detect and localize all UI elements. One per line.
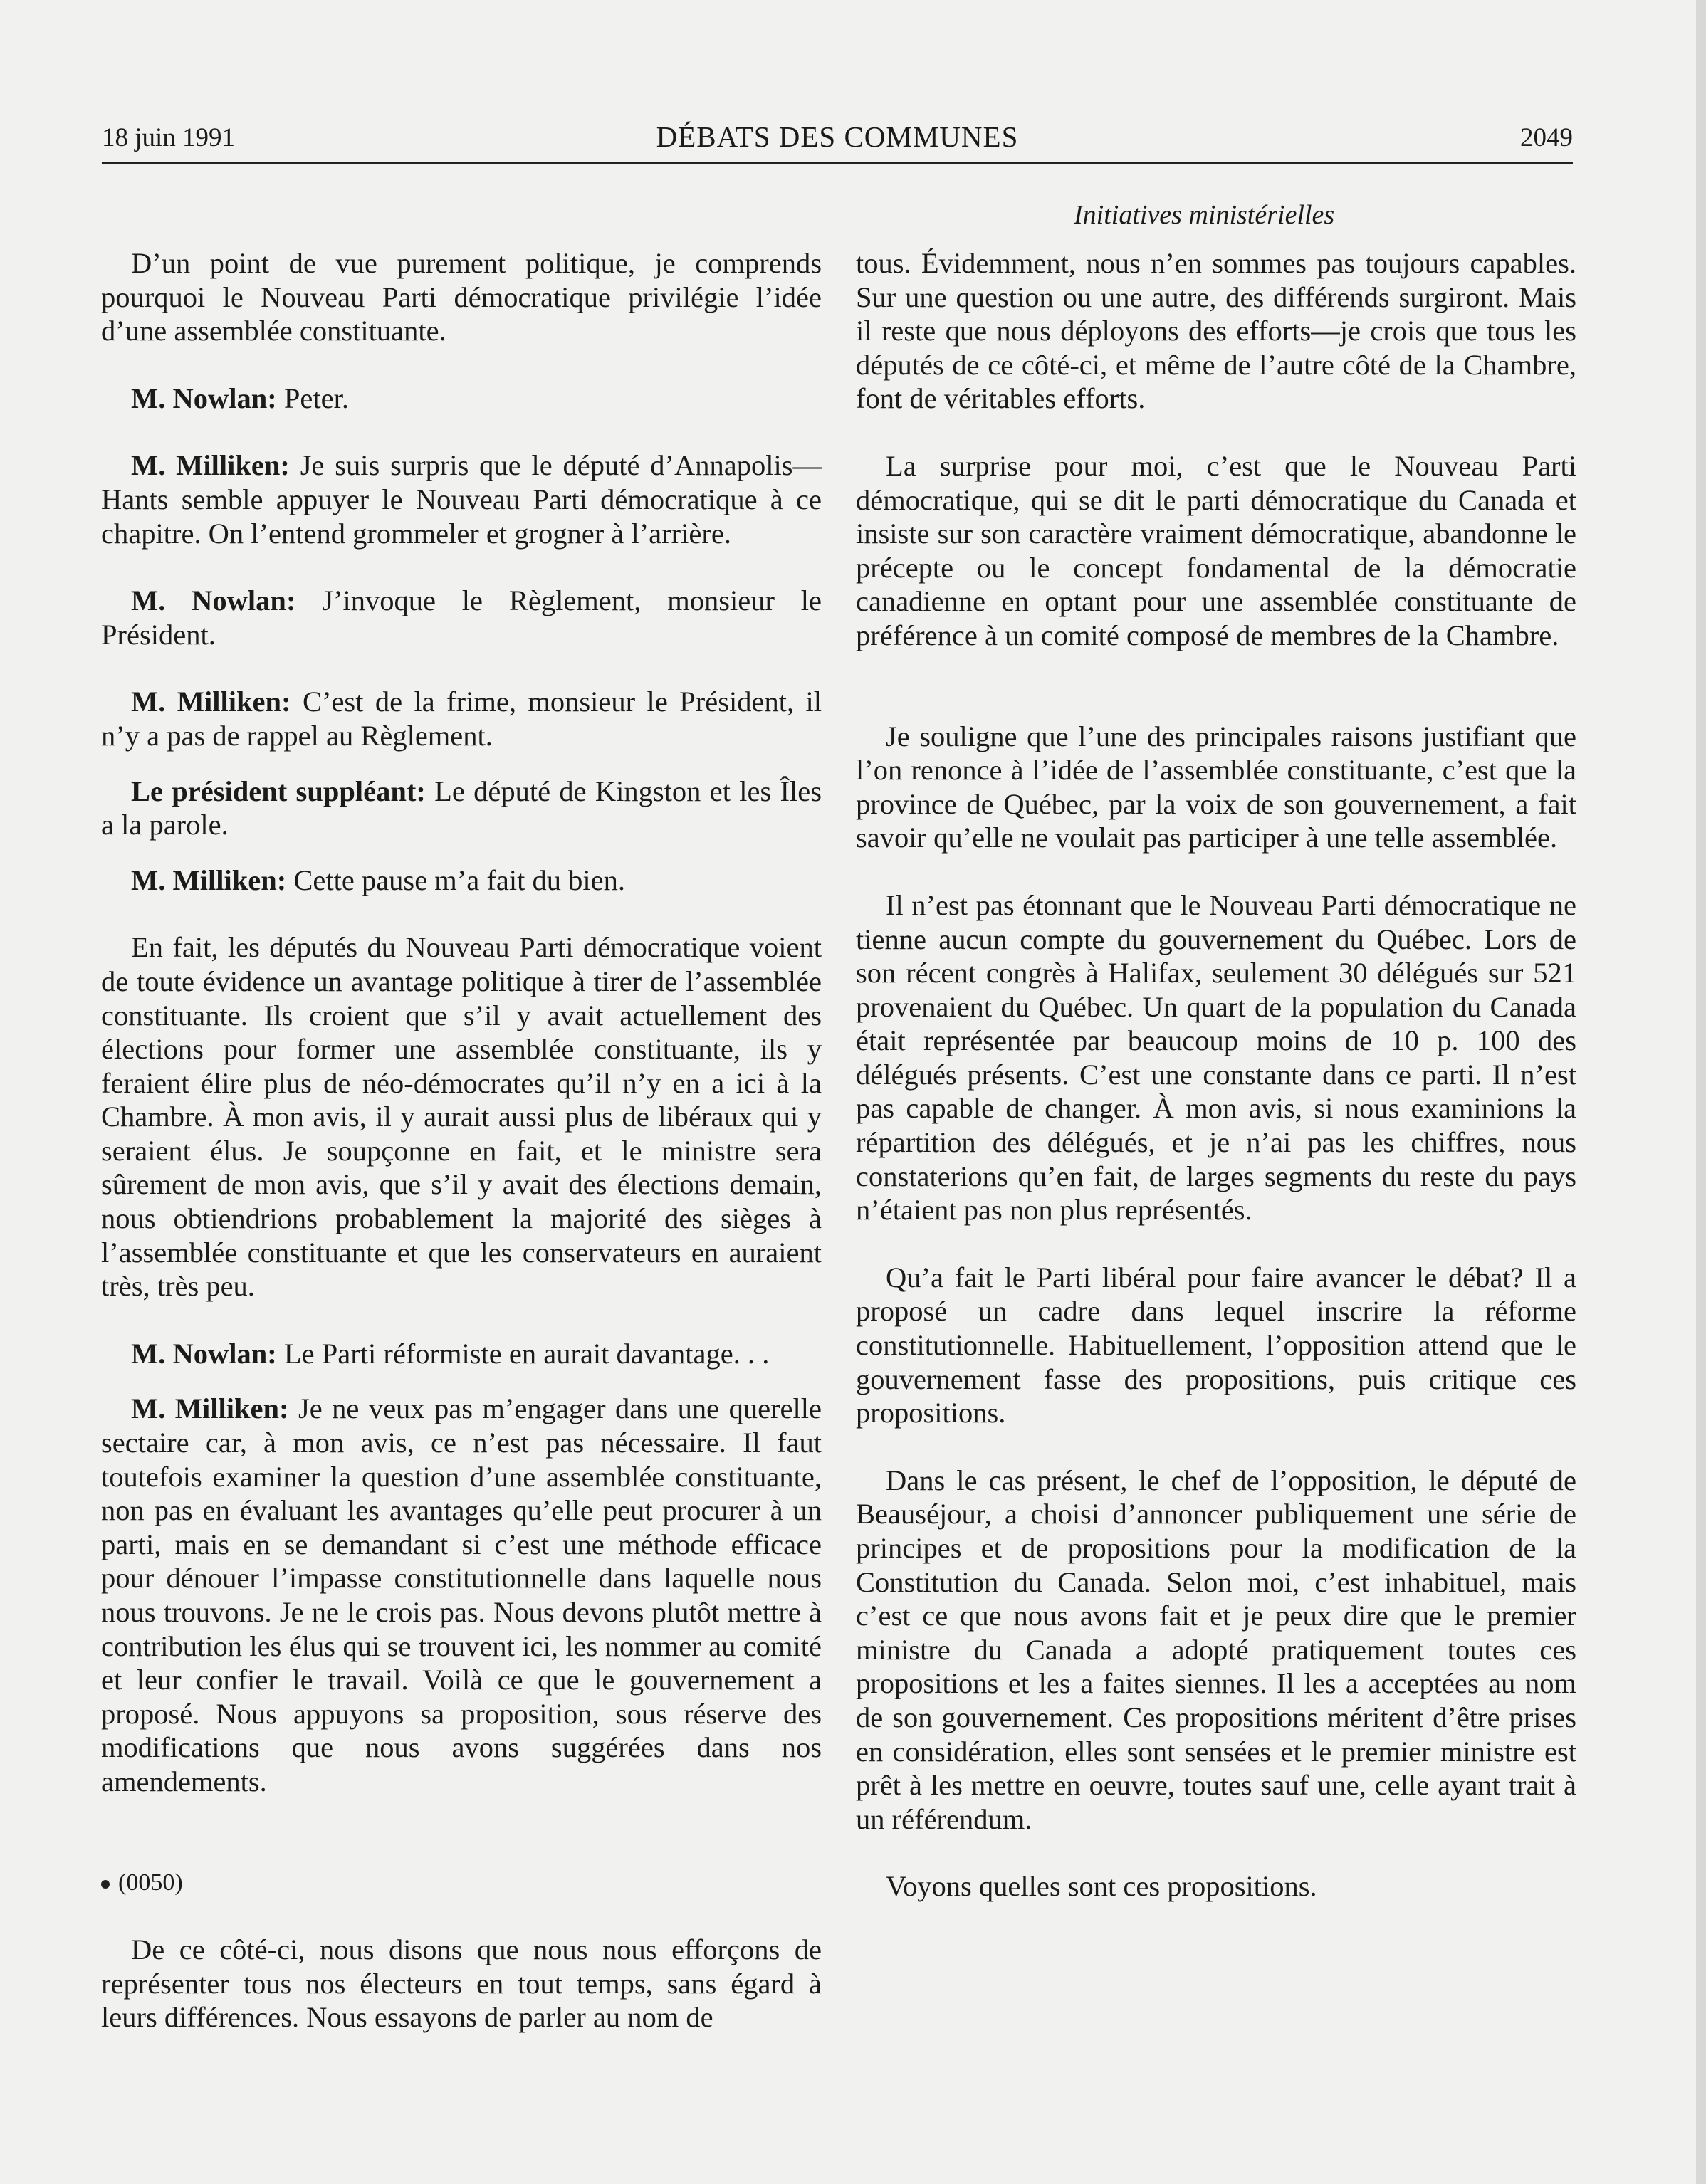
page-header [102,120,1573,164]
speaker-name: M. Milliken: [131,863,287,896]
paragraph [101,930,822,1303]
speaker-name: M. Milliken: [131,449,290,482]
paragraph: Dans le cas présent, le chef de l’opposition, le député de Beauséjour, a choisi d’annoncer publiquement une série de principes et de propositions pour la modification de la Constitution du Canada. Selon moi, c’est inhabituel, mais c’est ce que nous avons fait et je peux dire que le premier ministre du Canada a adopté pratiquement toutes ces propositions et les a faites siennes. Il les a acceptées au nom de son gouvernement. Ces propositions méritent d’être prises en considération, elles sont sensées et le premier ministre est prêt à les mettre en oeuvre, toutes sauf une, celle ayant trait à un référendum. [856,1464,1576,1835]
paragraph-text: Le député de Kingston et les Îles a la parole. [101,775,822,841]
paragraph [101,1392,822,1798]
paragraph-text: D’un point de vue purement politique, je comprends pourquoi le Nouveau Parti démocratique privilégie l’idée d’une assemblée constituante. [101,247,822,347]
paragraph [101,775,822,842]
speaker-name: M. Nowlan: [131,1337,277,1370]
paragraph: Il n’est pas étonnant que le Nouveau Parti démocratique ne tienne aucun compte du gouvernement du Québec. Lors de son récent congrès à Halifax, seulement 30 délégués sur 521 provenaient du Québec. Un quart de la population du Canada était représentée par beaucoup moins de 10 p. 100 des délégués présents. C’est une constante dans ce parti. Il n’est pas capable de changer. À mon avis, si nous examinions la répartition des délégués, et je n’ai pas les chiffres, nous constaterions qu’en fait, de larges segments du reste du pays n’étaient pas non plus représentés. [856,888,1576,1227]
paragraph [101,246,822,348]
paragraph: Je souligne que l’une des principales raisons justifiant que l’on renonce à l’idée de l’assemblée constituante, c’est que la province de Québec, par la voix de son gouvernement, a fait savoir qu’elle ne voulait pas participer à une telle assemblée. [856,720,1576,854]
paragraph: Voyons quelles sont ces propositions. [886,1870,1317,1903]
publication-title: DÉBATS DES COMMUNES [656,120,1019,153]
time-marker-text: (0050) [118,1869,183,1896]
speaker-name: M. Nowlan: [131,382,277,414]
paragraph-text: Peter. [276,382,349,414]
section-label: Initiatives ministérielles [1074,200,1335,230]
paragraph [101,863,822,898]
paragraph [101,584,822,651]
paragraph [101,1337,822,1371]
header-date: 18 juin 1991 [102,123,236,152]
paragraph [101,382,822,416]
paragraph: La surprise pour moi, c’est que le Nouveau Parti démocratique, qui se dit le parti démocratique du Canada et insiste sur son caractère vraiment démocratique, abandonne le précepte ou le concept fondamental de la démocratie canadienne en optant pour une assemblée constituante de préférence à un comité composé de membres de la Chambre. [856,449,1576,651]
paragraph [101,1933,822,2035]
speaker-name: M. Nowlan: [131,584,296,617]
left-column [101,246,822,2035]
paragraph-text: Cette pause m’a fait du bien. [286,863,625,896]
paragraph-text: Je ne veux pas m’engager dans une querelle sectaire car, à mon avis, ce n’est pas nécessaire. Il faut toutefois examiner la question d’une assemblée constituante, non pas en évaluant les avantages qu’elle peut procurer à un parti, mais en se demandant si c’est une méthode efficace pour dénouer l’impasse constitutionnelle dans laquelle nous nous trouvons. Je ne le crois pas. Nous devons plutôt mettre à contribution les élus qui se trouvent ici, les nommer au comité et leur confier le travail. Voilà ce que le gouvernement a proposé. Nous appuyons sa proposition, sous réserve des modifications que nous avons suggérées dans nos amendements. [101,1392,822,1797]
right-column [856,246,1576,1904]
paragraph [101,448,822,550]
speaker-name: Le président suppléant: [131,775,426,807]
bullet-icon [101,1880,110,1889]
paragraph [101,685,822,752]
paragraph-text: Le Parti réformiste en aurait davantage. . . [276,1337,770,1370]
paragraph-text: C’est de la frime, monsieur le Président, il n’y a pas de rappel au Règlement. [101,686,822,752]
scan-edge [1696,0,1706,2184]
paragraph-text: J’invoque le Règlement, monsieur le Président. [101,584,822,651]
speaker-name: M. Milliken: [131,686,291,718]
paragraph: Qu’a fait le Parti libéral pour faire avancer le débat? Il a proposé un cadre dans lequel inscrire la réforme constitutionnelle. Habituellement, l’opposition attend que le gouvernement fasse des propositions, puis critique ces propositions. [856,1261,1576,1429]
paragraph-text: De ce côté-ci, nous disons que nous nous efforçons de représenter tous nos électeurs en tout temps, sans égard à leurs différences. Nous essayons de parler au nom de [101,1933,822,2034]
page-number: 2049 [1520,123,1573,152]
paragraph: tous. Évidemment, nous n’en sommes pas toujours capables. Sur une question ou une autre, des différends surgiront. Mais il reste que nous déployons des efforts—je crois que tous les députés de ce côté-ci, et même de l’autre côté de la Chambre, font de véritables efforts. [856,247,1576,415]
time-marker [101,1866,822,1900]
paragraph-text: Je suis surpris que le député d’Annapolis—Hants semble appuyer le Nouveau Parti démocratique à ce chapitre. On l’entend grommeler et grogner à l’arrière. [101,449,822,550]
speaker-name: M. Milliken: [131,1392,289,1425]
paragraph-text: En fait, les députés du Nouveau Parti démocratique voient de toute évidence un avantage politique à tirer de l’assemblée constituante. Ils croient que s’il y avait actuellement des élections pour former une assemblée constituante, ils y feraient élire plus de néo-démocrates qu’il n’y en a ici à la Chambre. À mon avis, il y aurait aussi plus de libéraux qui y seraient élus. Je soupçonne en fait, et le ministre sera sûrement de mon avis, que s’il y avait des élections demain, nous obtiendrions probablement la majorité des sièges à l’assemblée constituante et que les conservateurs en auraient très, très peu. [101,931,822,1303]
